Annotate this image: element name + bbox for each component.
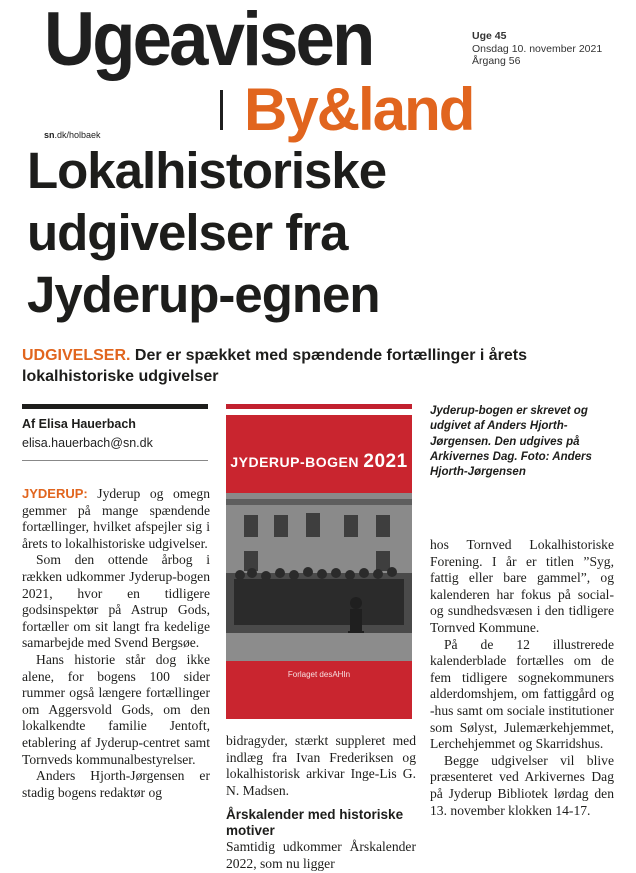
body-paragraph: Samtidig udkommer Årskalender 2022, som nu ligger [226, 839, 416, 871]
issue-volume: Årgang 56 [472, 55, 521, 67]
body-paragraph: Begge udgivelser vil blive præsenteret ved Arkivernes Dag på Jyderup Bibliotek lørdag den 13. november klokken 14-17. [430, 752, 614, 818]
masthead-divider [220, 90, 223, 130]
body-paragraph: Anders Hjorth-Jørgensen er stadig bogens redaktør og [22, 768, 210, 800]
article-column-2 [226, 733, 416, 873]
book-cover-title: JYDERUP-BOGEN 2021 [230, 451, 408, 472]
body-paragraph: Hans historie står dog ikke alene, for bogens 100 sider rummer også længere fortællinger om Aggersvold Gods, om den lokalkendte familie Jentoft, etablering af Jyderup-centret samt Tornveds kommunalbestyrelser. [22, 651, 210, 767]
photo-rule [226, 404, 412, 409]
masthead-title: Ugeavisen [44, 0, 373, 82]
issue-week: Uge 45 [472, 30, 507, 42]
body-paragraph: Som den ottende årbog i rækken udkommer Jyderup-bogen 2021, hvor en tidligere godsinspektør på Astrup Gods, fortæller om sit langt fra kedelige samarbejde med Svend Bergsøe. [22, 552, 210, 651]
headline-line: Jyderup-egnen [27, 266, 380, 323]
site-url: sn.dk/holbaek [44, 130, 101, 140]
body-paragraph: På de 12 illustrerede kalenderblade fortælles om de fem tidligere sognekommuners alderdomshjem, om fattiggård og -hus samt om sociale institutioner som Sølyst, Julemærkehjemmet, Lerchehjemmet og Skarridshus. [430, 636, 614, 752]
photo-caption: Jyderup-bogen er skrevet og udgivet af Anders Hjorth-Jørgensen. Den udgives på Arkivernes Dag. Foto: Anders Hjorth-Jørgensen [430, 405, 592, 479]
article-headline [27, 140, 627, 326]
byline-author: Af Elisa Hauerbach [22, 417, 136, 431]
book-cover-photo [226, 493, 412, 661]
headline-line: udgivelser fra [27, 204, 348, 261]
book-cover-image [226, 415, 412, 719]
masthead-edition: By&land [244, 76, 474, 143]
lead-text: Der er spækket med spændende fortællinger i årets lokalhistoriske udgivelser [22, 347, 528, 385]
issue-date: Onsdag 10. november 2021 [472, 42, 603, 55]
body-paragraph: JYDERUP: Jyderup og omegn gemmer på mange spændende fortællinger, hvilket afspejler sig i årets to lokalhistoriske udgivelser. [22, 486, 210, 551]
body-paragraph: hos Tornved Lokalhistoriske Forening. I år er titlen ”Syg, fattig eller bare gammel”, og kalenderen har fokus på social- og sundhedsvæsen i den tidligere Tornved Kommune. [430, 537, 614, 635]
byline-divider [22, 460, 208, 461]
headline-line: Lokalhistoriske [27, 142, 387, 199]
issue-info [472, 30, 602, 68]
dateline: JYDERUP: [22, 486, 88, 501]
body-paragraph: bidragyder, stærkt suppleret med indlæg fra Ivan Frederiksen og lokalhistorisk arkivar Inge-Lis G. N. Madsen. [226, 733, 416, 798]
article-column-3 [430, 537, 614, 819]
book-cover-publisher: Forlaget desAHIn [287, 670, 351, 679]
byline-rule [22, 404, 208, 409]
subheading: Årskalender med historiske motiver [226, 807, 404, 839]
byline-email[interactable]: elisa.hauerbach@sn.dk [22, 436, 153, 450]
article-column-1 [22, 486, 210, 801]
lead-kicker: UDGIVELSER. [22, 347, 131, 364]
article-lead [22, 345, 582, 387]
